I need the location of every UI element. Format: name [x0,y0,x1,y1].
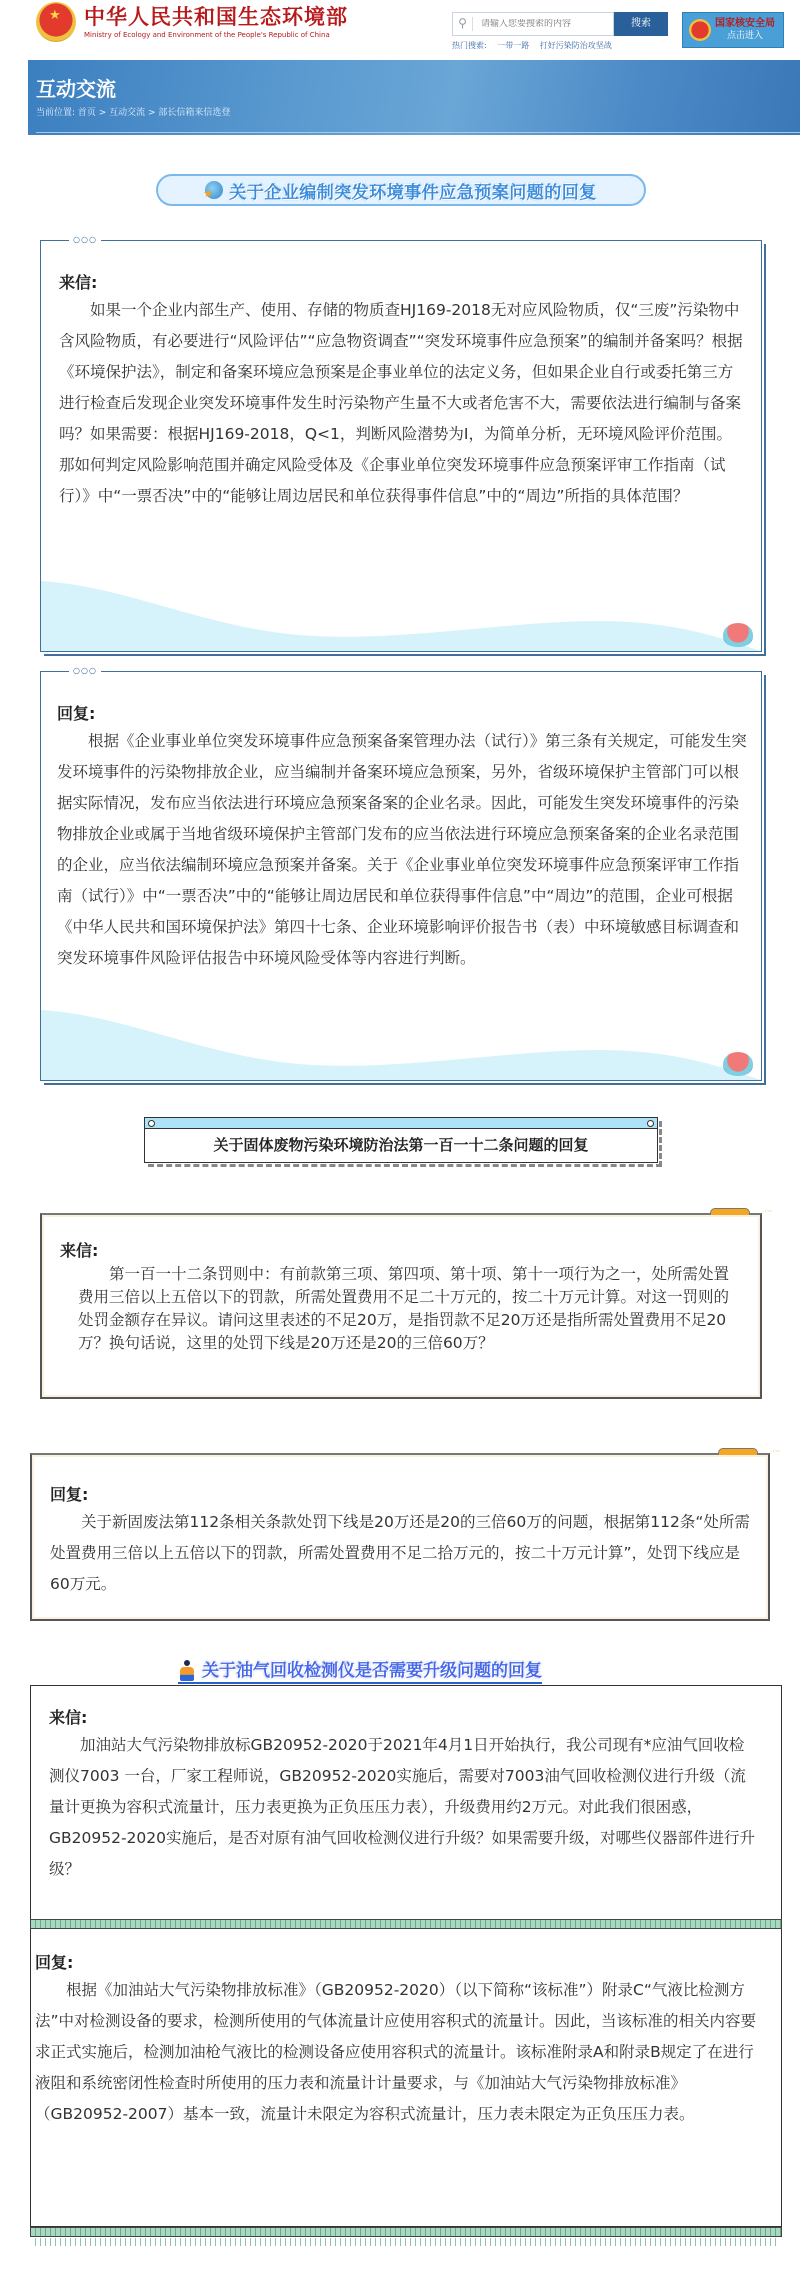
breadcrumb[interactable]: 当前位置: 首页 > 互动交流 > 部长信箱来信选登 [36,108,231,118]
nsa-link-banner[interactable] [682,12,784,48]
search-input[interactable] [473,19,603,29]
letter-box-1 [40,235,762,652]
page-title: 互动交流 [36,77,116,101]
section-title-text: 关于固体废物污染环境防治法第一百一十二条问题的回复 [213,1136,589,1154]
nsa-enter-link[interactable]: 点击进入 [726,31,763,41]
search-box [452,12,614,36]
letter-label: 来信: [60,1241,99,1260]
letter-text: 如果一个企业内部生产、使用、存储的物质查HJ169-2018无对应风险物质，仅“三废”污染物中含风险物质，有必要进行“风险评估”“应急物资调查”“突发环境事件应急预案”的编制并备案吗？根据《环境保护法》，制定和备案环境应急预案是企事业单位的法定义务，但如果企业自行或委托第三方进行检查后发现企业突发环境事件发生时污染物产生量不大或者危害不大，需要依法进行编制与备案吗？如果需要：根据HJ169-2018，Q<1，判断风险潜势为I，为简单分析，无环境风险评价范围。那如何判定风险影响范围并确定风险受体及《企事业单位突发环境事件应急预案评审工作指南（试行）》中“一票否决”中的“能够让周边居民和单位获得事件信息”中的“周边”所指的具体范围？ [59,301,743,505]
watermelon-icon [723,623,753,647]
reply-label: 回复: [50,1485,89,1504]
decorative-dots: ○○○ [69,666,101,675]
reading-person-icon [178,1660,198,1682]
logo-title-en: Ministry of Ecology and Environment of the People's Republic of China [84,31,330,39]
letter-box-2 [40,1207,772,1399]
folder-tab-icon [710,1208,750,1215]
letter-label: 来信: [59,273,98,292]
letter-text: 第一百一十二条罚则中：有前款第三项、第四项、第十项、第十一项行为之一，处所需处置费用三倍以上五倍以下的罚款，所需处置费用不足二十万元的，按二十万元计算。对这一罚则的处罚金额存在异议。请问这里表述的不足20万，是指罚款不足20万还是指所需处置费用不足20万？换句话说，这里的处罚下线是20万还是20的三倍60万？ [78,1265,730,1352]
nsa-title: 国家核安全局 [715,18,775,29]
section-title-1 [156,174,646,206]
page-banner [28,60,800,135]
logo-title-cn: 中华人民共和国生态环境部 [84,5,348,29]
reply-text: 根据《企业事业单位突发环境事件应急预案备案管理办法（试行）》第三条有关规定，可能发生突发环境事件的污染物排放企业，应当编制并备案环境应急预案，另外，省级环境保护主管部门可以根据实际情况，发布应当依法进行环境应急预案备案的企业名录。因此，可能发生突发环境事件的污染物排放企业或属于当地省级环境保护主管部门发布的应当依法进行环境应急预案备案的企业名录范围的企业，应当依法编制环境应急预案并备案。关于《企业事业单位突发环境事件应急预案评审工作指南（试行）》中“一票否决”中的“能够让周边居民和单位获得事件信息”中“周边”的范围，企业可根据《中华人民共和国环境保护法》第四十七条、企业环境影响评价报告书（表）中环境敏感目标调查和突发环境事件风险评估报告中环境风险受体等内容进行判断。 [57,732,747,967]
folder-tab-icon [718,1448,758,1455]
watermelon-icon [723,1052,753,1076]
hot-searches [452,40,620,51]
section-title-text: 关于油气回收检测仪是否需要升级问题的回复 [202,1661,542,1681]
letter-label: 来信: [49,1708,88,1727]
reply-label: 回复: [35,1953,74,1972]
title-box-bar [145,1118,657,1129]
site-header [0,0,800,56]
letter-text: 加油站大气污染物排放标GB20952-2020于2021年4月1日开始执行，我公司现有*应油气回收检测仪7003 一台，厂家工程师说，GB20952-2020实施后，需要对7003油气回收检测仪进行升级（流量计更换为容积式流量计，压力表更换为正负压压力表），升级费用约2万元。对此我们很困惑，GB20952-2020实施后，是否对原有油气回收检测仪进行升级？如果需要升级，对哪些仪器部件进行升级？ [49,1736,755,1878]
national-emblem-icon [36,2,76,42]
hot-search-link[interactable]: 打好污染防治攻坚战 [539,41,612,50]
reply-box-3 [30,1929,782,2227]
site-logo[interactable] [36,2,348,42]
section-title-text: 关于企业编制突发环境事件应急预案问题的回复 [229,182,597,203]
search-button[interactable]: 搜索 [614,12,668,36]
search-icon: ⚲ [453,17,473,31]
decorative-dots: ··· [764,1207,772,1216]
reply-box-2 [30,1447,780,1621]
wave-decoration [41,581,761,651]
decorative-dots: ○○○ [69,235,101,244]
letter-box-3 [30,1685,782,1919]
hot-search-label: 热门搜索: [452,41,487,50]
hot-search-link[interactable]: 一带一路 [497,41,530,50]
reply-text: 根据《加油站大气污染物排放标准》（GB20952-2020）（以下简称“该标准”）附录C“气液比检测方法”中对检测设备的要求，检测所使用的气体流量计应使用容积式的流量计。因此，当该标准的相关内容要求正式实施后，检测加油枪气液比的检测设备应使用容积式的流量计。该标准附录A和附录B规定了在进行液阻和系统密闭性检查时所使用的压力表和流量计计量要求，与《加油站大气污染物排放标准》（GB20952-2007）基本一致，流量计未限定为容积式流量计，压力表未限定为正负压压力表。 [35,1981,757,2123]
stripe-teeth-decoration [35,2238,777,2246]
reply-text: 关于新固废法第112条相关条款处罚下线是20万还是20的三倍60万的问题，根据第112条“处所需处置费用三倍以上五倍以下的罚款，所需处置费用不足二拾万元的，按二十万元计算”，处罚下线应是60万元。 [50,1513,750,1593]
nsa-emblem-icon [689,19,711,41]
chat-bubble-star-icon [205,181,223,199]
decorative-dots: ··· [772,1447,780,1456]
wave-decoration [41,1010,761,1080]
section-title-2 [144,1117,658,1163]
section-title-3 [178,1660,542,1684]
green-stripe-divider [30,2227,782,2237]
banner-divider [36,132,800,133]
reply-label: 回复: [57,704,96,723]
green-stripe-divider [30,1919,782,1929]
reply-box-1 [40,666,762,1081]
